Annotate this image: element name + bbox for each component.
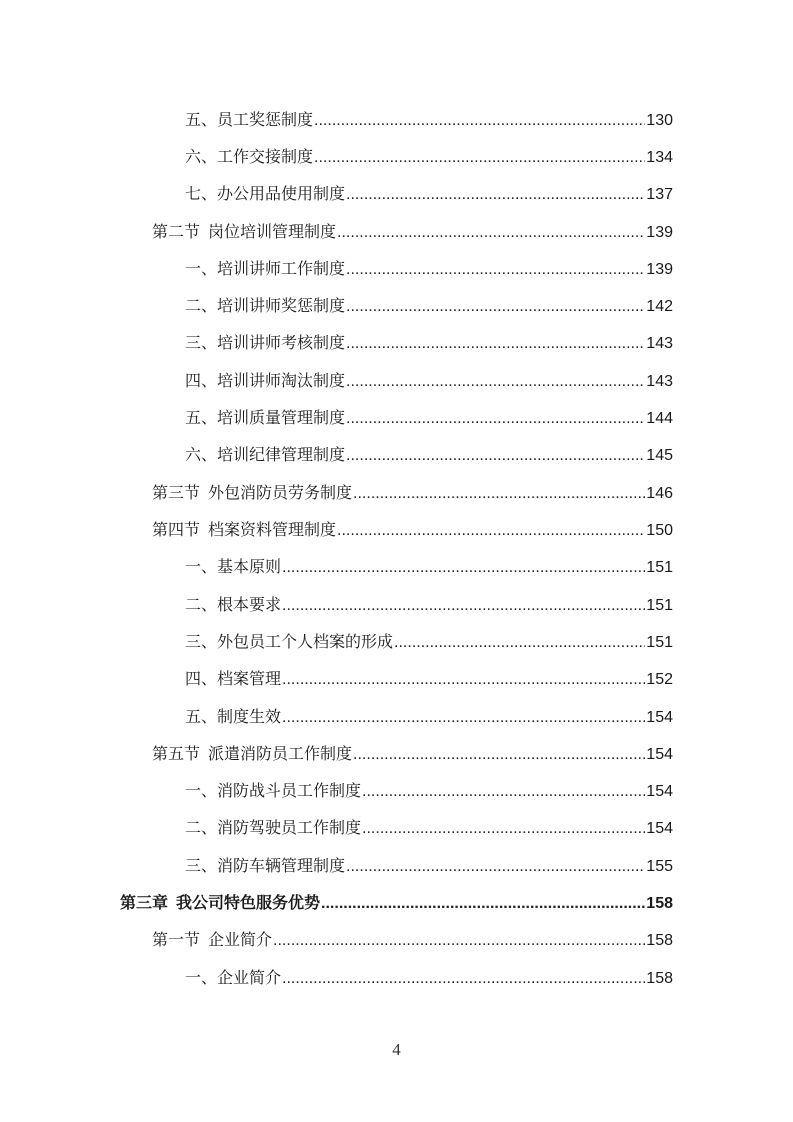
toc-entry-title: 基本原则 — [217, 559, 282, 576]
toc-chapter-entry[interactable] — [120, 894, 673, 914]
toc-entry-prefix: 第四节 — [152, 522, 201, 539]
dot-leader — [282, 708, 645, 728]
toc-entry-prefix: 二、 — [185, 298, 218, 315]
toc-entry-prefix: 三、 — [185, 858, 218, 875]
dot-leader — [337, 223, 645, 243]
toc-entry-title: 外包消防员劳务制度 — [208, 485, 353, 502]
toc-entry-title: 根本要求 — [217, 597, 282, 614]
toc-entry-title: 培训讲师淘汰制度 — [217, 373, 346, 390]
toc-entry-title: 消防战斗员工作制度 — [217, 783, 362, 800]
toc-entry-prefix: 三、 — [185, 634, 218, 651]
toc-entry-page: 139 — [646, 224, 673, 241]
toc-entry[interactable] — [185, 297, 673, 317]
toc-entry-page: 151 — [646, 559, 673, 576]
toc-entry[interactable] — [185, 558, 673, 578]
toc-entry-page: 142 — [646, 298, 673, 315]
toc-entry-title: 培训讲师考核制度 — [217, 335, 346, 352]
toc-entry-page: 150 — [646, 522, 673, 539]
dot-leader — [321, 894, 645, 914]
toc-entry-prefix: 五、 — [185, 709, 218, 726]
toc-entry-page: 130 — [646, 112, 673, 129]
toc-entry-prefix: 四、 — [185, 671, 218, 688]
toc-entry[interactable] — [152, 223, 673, 243]
toc-entry[interactable] — [185, 148, 673, 168]
toc-entry[interactable] — [185, 260, 673, 280]
toc-entry[interactable] — [152, 521, 673, 541]
toc-entry-page: 151 — [646, 597, 673, 614]
toc-entry-title: 岗位培训管理制度 — [208, 224, 337, 241]
toc-entry-title: 档案资料管理制度 — [208, 522, 337, 539]
toc-entry-page: 152 — [646, 671, 673, 688]
toc-entry-prefix: 第三章 — [120, 895, 169, 912]
toc-entry[interactable] — [185, 596, 673, 616]
dot-leader — [362, 782, 645, 802]
toc-entry[interactable] — [185, 857, 673, 877]
dot-leader — [282, 670, 645, 690]
toc-entry-title: 消防驾驶员工作制度 — [217, 820, 362, 837]
toc-entry[interactable] — [185, 670, 673, 690]
dot-leader — [362, 819, 645, 839]
toc-entry-prefix: 第五节 — [152, 746, 201, 763]
toc-entry-prefix: 六、 — [185, 447, 218, 464]
toc-entry-title: 我公司特色服务优势 — [176, 895, 321, 912]
toc-entry-page: 154 — [646, 709, 673, 726]
toc-entry-page: 158 — [646, 932, 673, 949]
toc-entry-page: 154 — [646, 746, 673, 763]
toc-entry[interactable] — [185, 185, 673, 205]
dot-leader — [282, 558, 645, 578]
toc-entry-prefix: 二、 — [185, 820, 218, 837]
toc-entry-title: 培训质量管理制度 — [217, 410, 346, 427]
toc-entry[interactable] — [185, 409, 673, 429]
toc-entry-title: 办公用品使用制度 — [217, 186, 346, 203]
toc-entry-title: 企业简介 — [208, 932, 273, 949]
toc-entry-prefix: 一、 — [185, 559, 218, 576]
toc-entry-prefix: 四、 — [185, 373, 218, 390]
toc-entry-page: 143 — [646, 373, 673, 390]
toc-entry-page: 137 — [646, 186, 673, 203]
dot-leader — [353, 484, 645, 504]
toc-entry-page: 139 — [646, 261, 673, 278]
dot-leader — [346, 334, 645, 354]
dot-leader — [314, 111, 645, 131]
toc-entry-page: 134 — [646, 149, 673, 166]
dot-leader — [282, 596, 645, 616]
dot-leader — [394, 633, 645, 653]
toc-entry-page: 154 — [646, 783, 673, 800]
dot-leader — [346, 372, 645, 392]
toc-entry-title: 培训纪律管理制度 — [217, 447, 346, 464]
toc-entry-page: 155 — [646, 858, 673, 875]
toc-entry-prefix: 五、 — [185, 112, 218, 129]
toc-entry-prefix: 三、 — [185, 335, 218, 352]
toc-entry-page: 146 — [646, 485, 673, 502]
toc-entry[interactable] — [185, 334, 673, 354]
toc-entry-title: 派遣消防员工作制度 — [208, 746, 353, 763]
toc-entry-title: 企业简介 — [217, 970, 282, 987]
toc-entry-page: 145 — [646, 447, 673, 464]
toc-entry[interactable] — [152, 745, 673, 765]
toc-entry[interactable] — [185, 708, 673, 728]
toc-entry-title: 消防车辆管理制度 — [217, 858, 346, 875]
toc-entry-page: 151 — [646, 634, 673, 651]
toc-entry[interactable] — [185, 633, 673, 653]
dot-leader — [314, 148, 645, 168]
dot-leader — [273, 931, 645, 951]
toc-entry[interactable] — [185, 446, 673, 466]
toc-entry[interactable] — [185, 372, 673, 392]
toc-entry-title: 培训讲师奖惩制度 — [217, 298, 346, 315]
toc-entry[interactable] — [185, 111, 673, 131]
toc-entry-page: 158 — [646, 895, 673, 912]
toc-entry[interactable] — [185, 819, 673, 839]
toc-entry[interactable] — [185, 969, 673, 989]
toc-entry-prefix: 第三节 — [152, 485, 201, 502]
toc-entry-prefix: 一、 — [185, 970, 218, 987]
toc-entry-page: 158 — [646, 970, 673, 987]
toc-entry[interactable] — [152, 484, 673, 504]
page-number: 4 — [392, 1040, 401, 1059]
toc-entry[interactable] — [185, 782, 673, 802]
dot-leader — [346, 185, 645, 205]
dot-leader — [337, 521, 645, 541]
dot-leader — [346, 260, 645, 280]
toc-entry-page: 144 — [646, 410, 673, 427]
toc-entry-page: 143 — [646, 335, 673, 352]
dot-leader — [353, 745, 645, 765]
toc-entry-prefix: 一、 — [185, 261, 218, 278]
toc-entry-title: 外包员工个人档案的形成 — [217, 634, 394, 651]
dot-leader — [282, 969, 645, 989]
toc-entry-title: 档案管理 — [217, 671, 282, 688]
toc-entry-prefix: 第二节 — [152, 224, 201, 241]
toc-entry[interactable] — [152, 931, 673, 951]
toc-entry-page: 154 — [646, 820, 673, 837]
dot-leader — [346, 409, 645, 429]
dot-leader — [346, 857, 645, 877]
toc-entry-title: 员工奖惩制度 — [217, 112, 314, 129]
toc-entry-prefix: 六、 — [185, 149, 218, 166]
toc-entry-prefix: 第一节 — [152, 932, 201, 949]
toc-entry-prefix: 五、 — [185, 410, 218, 427]
dot-leader — [346, 446, 645, 466]
dot-leader — [346, 297, 645, 317]
toc-entry-prefix: 一、 — [185, 783, 218, 800]
toc-entry-prefix: 七、 — [185, 186, 218, 203]
toc-entry-prefix: 二、 — [185, 597, 218, 614]
toc-entry-title: 制度生效 — [217, 709, 282, 726]
toc-entry-title: 工作交接制度 — [217, 149, 314, 166]
toc-entry-title: 培训讲师工作制度 — [217, 261, 346, 278]
